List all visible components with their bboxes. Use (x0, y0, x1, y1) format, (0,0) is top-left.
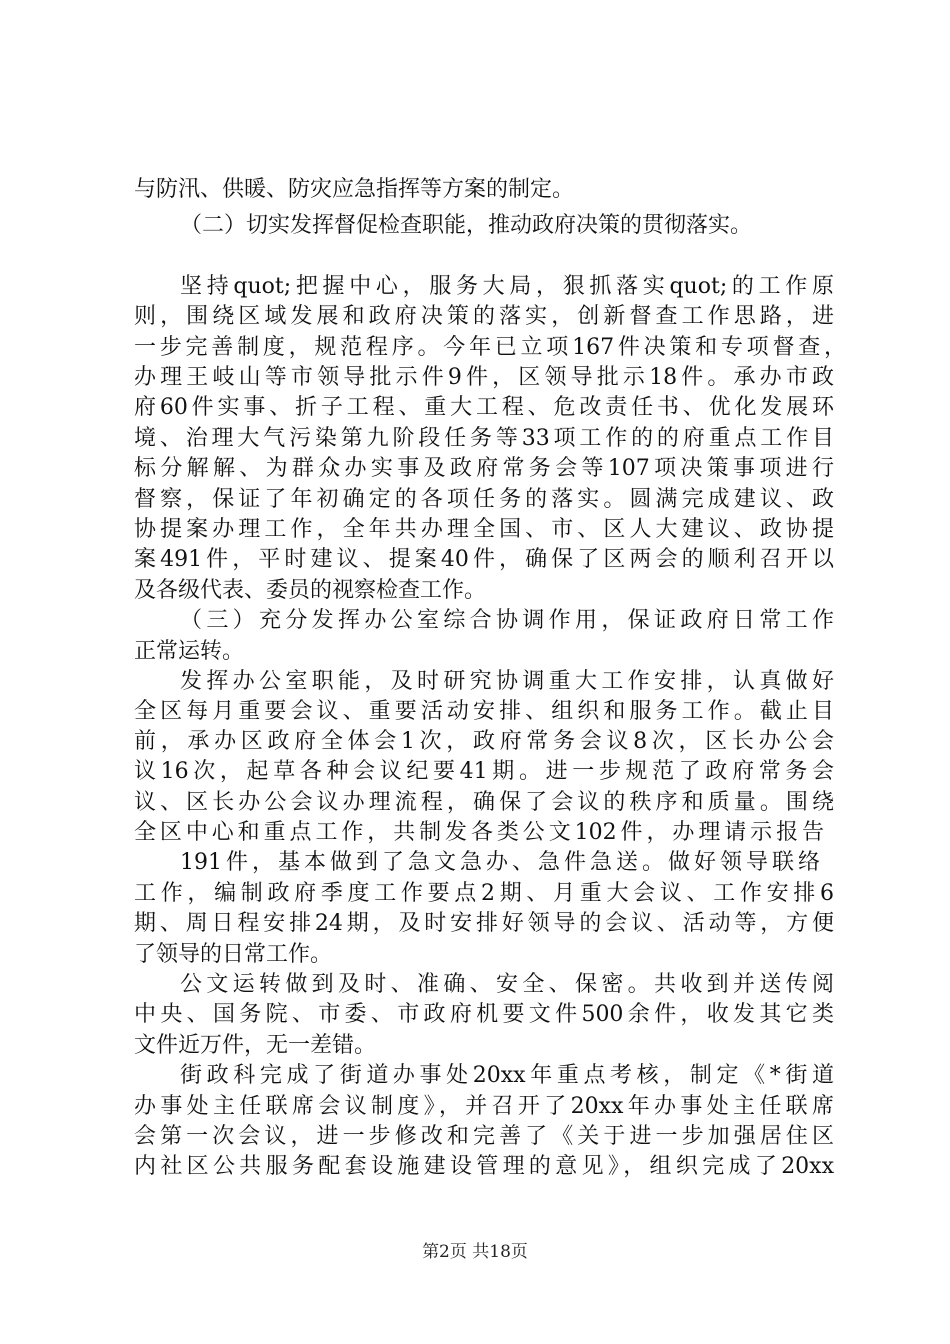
text-line: 191件，基本做到了急文急办、急件急送。做好领导联络 (180, 850, 820, 875)
text-line: 工作，编制政府季度工作要点2期、月重大会议、工作安排6 (134, 881, 834, 906)
section-heading: （二）切实发挥督促检查职能，推动政府决策的贯彻落实。 (180, 213, 753, 238)
section-heading: 正常运转。 (134, 639, 245, 664)
text-line: 一步完善制度，规范程序。今年已立项167件决策和专项督查， (134, 335, 846, 360)
text-line: 文件近万件，无一差错。 (134, 1033, 377, 1058)
text-line: 内社区公共服务配套设施建设管理的意见》，组织完成了20xx (134, 1154, 834, 1179)
text-line: 全区中心和重点工作，共制发各类公文102件，办理请示报告 (134, 820, 824, 845)
page-footer: 第2页 共18页 (422, 1242, 528, 1262)
text-line: 则，围绕区域发展和政府决策的落实，创新督查工作思路，进 (134, 304, 834, 329)
text-line: 督察，保证了年初确定的各项任务的落实。圆满完成建议、政 (134, 487, 834, 512)
text-line: 会第一次会议，进一步修改和完善了《关于进一步加强居住区 (134, 1124, 834, 1149)
text-line: 坚持quot;把握中心，服务大局，狠抓落实quot;的工作原 (180, 274, 834, 299)
text-line: 协提案办理工作，全年共办理全国、市、区人大建议、政协提 (134, 517, 834, 542)
text-line: 府60件实事、折子工程、重大工程、危改责任书、优化发展环 (134, 395, 834, 420)
text-line: 议16次，起草各种会议纪要41期。进一步规范了政府常务会 (134, 759, 834, 784)
text-line: 案491件，平时建议、提案40件，确保了区两会的顺利召开以 (134, 547, 834, 572)
text-line: 境、治理大气污染第九阶段任务等33项工作的的府重点工作目 (134, 426, 834, 451)
text-line: 办事处主任联席会议制度》，并召开了20xx年办事处主任联席 (134, 1094, 834, 1119)
text-line: 了领导的日常工作。 (134, 942, 333, 967)
text-line: 议、区长办公会议办理流程，确保了会议的秩序和质量。围绕 (134, 790, 834, 815)
text-line: 发挥办公室职能，及时研究协调重大工作安排，认真做好 (180, 669, 834, 694)
text-line: 期、周日程安排24期，及时安排好领导的会议、活动等，方便 (134, 911, 834, 936)
text-line: 标分解解、为群众办实事及政府常务会等107项决策事项进行 (134, 456, 834, 481)
text-line: 中央、国务院、市委、市政府机要文件500余件，收发其它类 (134, 1002, 834, 1027)
text-line: 及各级代表、委员的视察检查工作。 (134, 578, 487, 603)
text-line: 办理王岐山等市领导批示件9件，区领导批示18件。承办市政 (134, 365, 834, 390)
section-heading: （三）充分发挥办公室综合协调作用，保证政府日常工作 (180, 608, 834, 633)
text-line: 公文运转做到及时、准确、安全、保密。共收到并送传阅 (180, 972, 834, 997)
text-line: 全区每月重要会议、重要活动安排、组织和服务工作。截止目 (134, 699, 834, 724)
text-line: 街政科完成了街道办事处20xx年重点考核，制定《*街道 (180, 1063, 834, 1088)
text-line: 与防汛、供暖、防灾应急指挥等方案的制定。 (134, 177, 575, 202)
text-line: 前，承办区政府全体会1次，政府常务会议8次，区长办公会 (134, 729, 834, 754)
